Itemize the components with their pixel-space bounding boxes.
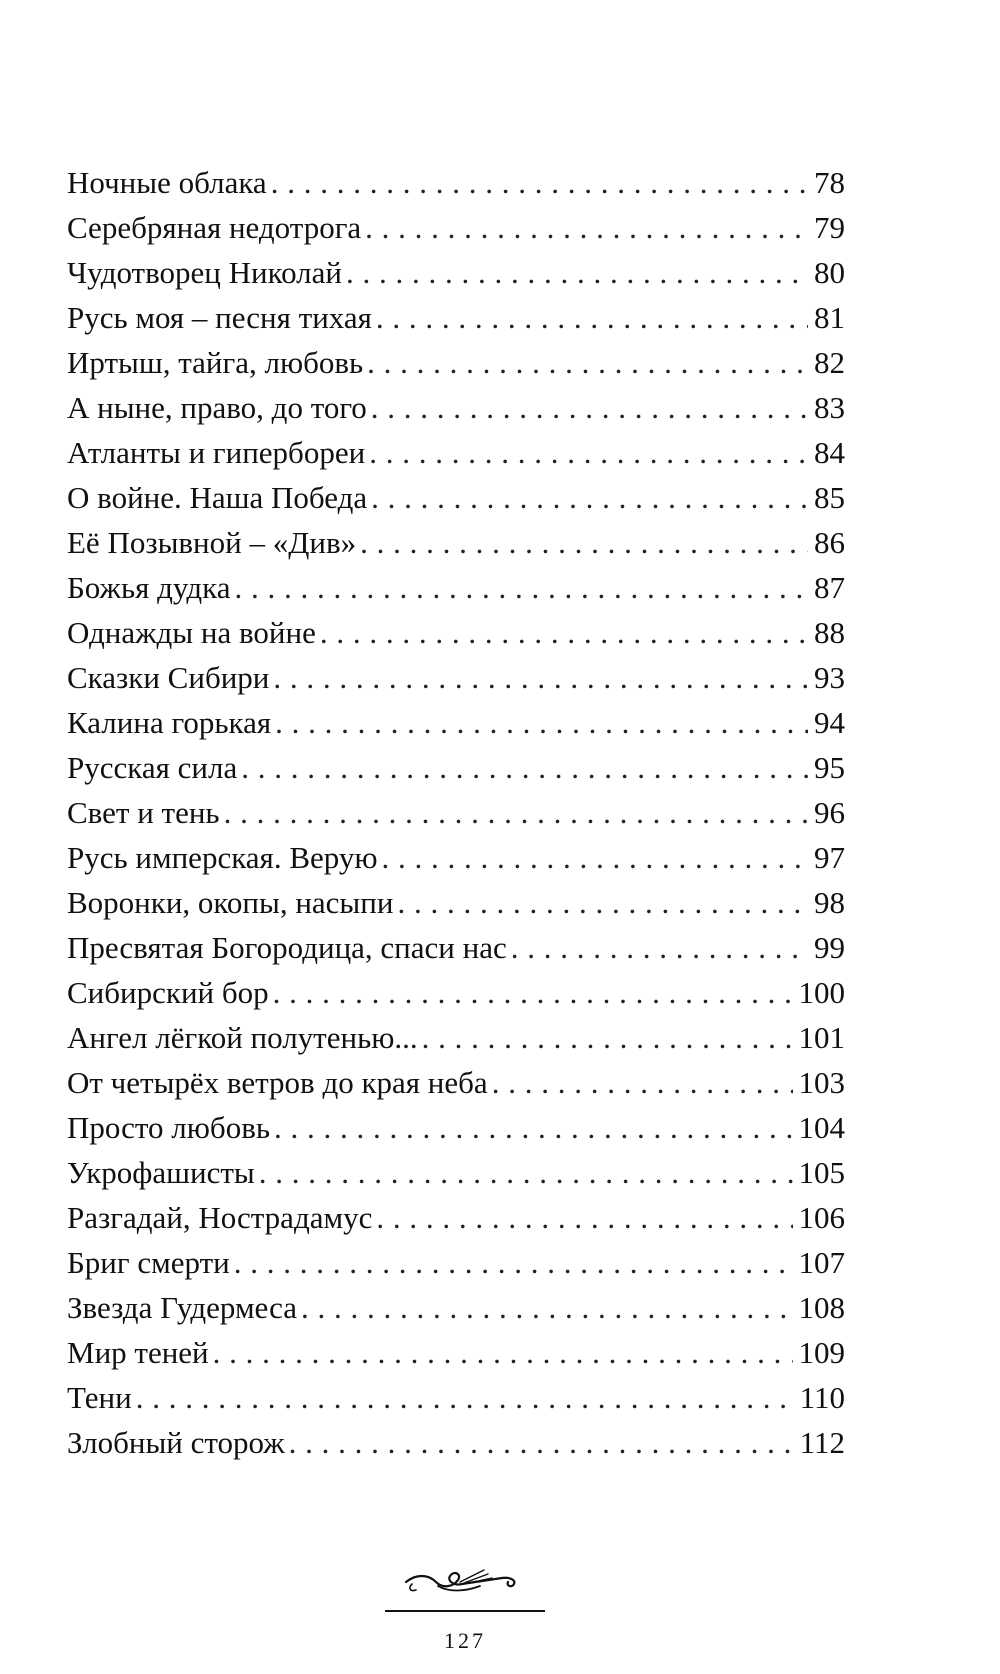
toc-entry[interactable] bbox=[67, 1015, 845, 1060]
toc-entry-title: Иртыш, тайга, любовь bbox=[67, 345, 364, 380]
toc-entry-title: Божья дудка bbox=[67, 570, 231, 605]
dot-leader bbox=[301, 1285, 793, 1330]
toc-entry[interactable] bbox=[67, 1420, 845, 1465]
toc-entry-page: 93 bbox=[814, 660, 845, 695]
dot-leader bbox=[346, 250, 808, 295]
toc-entry-title: Разгадай, Нострадамус bbox=[67, 1200, 373, 1235]
toc-entry-title: Русь имперская. Верую bbox=[67, 840, 378, 875]
toc-entry-title: О войне. Наша Победа bbox=[67, 480, 368, 515]
toc-entry[interactable] bbox=[67, 565, 845, 610]
toc-entry-page: 101 bbox=[798, 1020, 845, 1055]
toc-entry-title: Сказки Сибири bbox=[67, 660, 270, 695]
toc-entry-page: 88 bbox=[814, 615, 845, 650]
toc-entry-title: Атланты и гипербореи bbox=[67, 435, 366, 470]
toc-entry-title: Бриг смерти bbox=[67, 1245, 230, 1280]
toc-entry[interactable] bbox=[67, 790, 845, 835]
toc-entry[interactable] bbox=[67, 835, 845, 880]
toc-entry-page: 79 bbox=[814, 210, 845, 245]
dot-leader bbox=[241, 745, 808, 790]
toc-entry[interactable] bbox=[67, 970, 845, 1015]
toc-entry-page: 104 bbox=[798, 1110, 845, 1145]
toc-entry[interactable] bbox=[67, 1060, 845, 1105]
toc-entry[interactable] bbox=[67, 925, 845, 970]
toc-entry-title: Чудотворец Николай bbox=[67, 255, 343, 290]
toc-entry-page: 83 bbox=[814, 390, 845, 425]
toc-entry-page: 97 bbox=[814, 840, 845, 875]
toc-entry-page: 86 bbox=[814, 525, 845, 560]
toc-entry-title: Злобный сторож bbox=[67, 1425, 285, 1460]
toc-entry-title: Укрофашисты bbox=[67, 1155, 255, 1190]
toc-entry[interactable] bbox=[67, 340, 845, 385]
toc-entry-page: 99 bbox=[814, 930, 845, 965]
toc-entry-page: 78 bbox=[814, 165, 845, 200]
toc-entry-title: Сибирский бор bbox=[67, 975, 269, 1010]
toc-entry-title: Ночные облака bbox=[67, 165, 267, 200]
dot-leader bbox=[371, 385, 808, 430]
toc-entry-page: 107 bbox=[798, 1245, 845, 1280]
toc-entry[interactable] bbox=[67, 160, 845, 205]
dot-leader bbox=[289, 1420, 794, 1465]
toc-entry[interactable] bbox=[67, 475, 845, 520]
toc-entry-page: 82 bbox=[814, 345, 845, 380]
toc-entry-title: Просто любовь bbox=[67, 1110, 270, 1145]
dot-leader bbox=[376, 1195, 792, 1240]
toc-entry-page: 87 bbox=[814, 570, 845, 605]
dot-leader bbox=[271, 160, 808, 205]
dot-leader bbox=[275, 700, 808, 745]
toc-entry-title: Звезда Гудермеса bbox=[67, 1290, 297, 1325]
toc-entry-title: От четырёх ветров до края неба bbox=[67, 1065, 488, 1100]
toc-entry-title: А ныне, право, до того bbox=[67, 390, 367, 425]
dot-leader bbox=[235, 565, 808, 610]
dot-leader bbox=[511, 925, 808, 970]
flourish-ornament-icon bbox=[402, 1562, 522, 1602]
toc-entry[interactable] bbox=[67, 610, 845, 655]
toc-entry[interactable] bbox=[67, 880, 845, 925]
toc-entry[interactable] bbox=[67, 1195, 845, 1240]
toc-entry[interactable] bbox=[67, 1150, 845, 1195]
toc-entry-page: 106 bbox=[798, 1200, 845, 1235]
toc-entry-title: Мир теней bbox=[67, 1335, 209, 1370]
toc-entry-title: Русская сила bbox=[67, 750, 238, 785]
dot-leader bbox=[369, 430, 808, 475]
dot-leader bbox=[397, 880, 808, 925]
table-of-contents bbox=[67, 160, 845, 1465]
dot-leader bbox=[320, 610, 808, 655]
toc-entry[interactable] bbox=[67, 700, 845, 745]
toc-entry-title: Воронки, окопы, насыпи bbox=[67, 885, 394, 920]
toc-entry-title: Серебряная недотрога bbox=[67, 210, 362, 245]
toc-entry-page: 108 bbox=[798, 1290, 845, 1325]
toc-entry-title: Ангел лёгкой полутенью... bbox=[67, 1020, 418, 1055]
toc-entry[interactable] bbox=[67, 520, 845, 565]
toc-entry-page: 94 bbox=[814, 705, 845, 740]
toc-entry-page: 96 bbox=[814, 795, 845, 830]
dot-leader bbox=[371, 475, 808, 520]
dot-leader bbox=[492, 1060, 793, 1105]
dot-leader bbox=[273, 655, 808, 700]
toc-entry-title: Пресвятая Богородица, спаси нас bbox=[67, 930, 507, 965]
dot-leader bbox=[367, 340, 808, 385]
toc-entry[interactable] bbox=[67, 385, 845, 430]
toc-entry[interactable] bbox=[67, 1375, 845, 1420]
dot-leader bbox=[136, 1375, 794, 1420]
toc-entry-page: 105 bbox=[798, 1155, 845, 1190]
dot-leader bbox=[365, 205, 808, 250]
toc-entry-page: 109 bbox=[798, 1335, 845, 1370]
toc-entry-page: 85 bbox=[814, 480, 845, 515]
toc-entry[interactable] bbox=[67, 1105, 845, 1150]
toc-entry[interactable] bbox=[67, 295, 845, 340]
dot-leader bbox=[382, 835, 809, 880]
toc-entry-page: 84 bbox=[814, 435, 845, 470]
toc-entry[interactable] bbox=[67, 250, 845, 295]
dot-leader bbox=[234, 1240, 793, 1285]
dot-leader bbox=[273, 970, 793, 1015]
toc-entry[interactable] bbox=[67, 430, 845, 475]
toc-entry-page: 103 bbox=[798, 1065, 845, 1100]
toc-entry[interactable] bbox=[67, 1330, 845, 1375]
toc-entry-title: Её Позывной – «Див» bbox=[67, 525, 357, 560]
toc-entry-page: 98 bbox=[814, 885, 845, 920]
toc-entry-page: 95 bbox=[814, 750, 845, 785]
toc-entry[interactable] bbox=[67, 1240, 845, 1285]
toc-entry-title: Калина горькая bbox=[67, 705, 272, 740]
page-number: 127 bbox=[444, 1628, 486, 1653]
toc-entry-page: 81 bbox=[814, 300, 845, 335]
toc-entry-page: 80 bbox=[814, 255, 845, 290]
toc-entry[interactable] bbox=[67, 1285, 845, 1330]
toc-entry-title: Тени bbox=[67, 1380, 132, 1415]
dot-leader bbox=[360, 520, 808, 565]
toc-entry-title: Русь моя – песня тихая bbox=[67, 300, 372, 335]
footer-rule bbox=[385, 1610, 545, 1612]
toc-entry-page: 100 bbox=[798, 975, 845, 1010]
toc-entry[interactable] bbox=[67, 655, 845, 700]
toc-entry[interactable] bbox=[67, 205, 845, 250]
toc-entry-title: Свет и тень bbox=[67, 795, 220, 830]
dot-leader bbox=[422, 1015, 793, 1060]
dot-leader bbox=[259, 1150, 793, 1195]
toc-entry[interactable] bbox=[67, 745, 845, 790]
dot-leader bbox=[376, 295, 808, 340]
dot-leader bbox=[274, 1105, 793, 1150]
toc-entry-page: 110 bbox=[799, 1380, 845, 1415]
toc-entry-page: 112 bbox=[799, 1425, 845, 1460]
dot-leader bbox=[213, 1330, 793, 1375]
toc-entry-title: Однажды на войне bbox=[67, 615, 316, 650]
dot-leader bbox=[224, 790, 808, 835]
